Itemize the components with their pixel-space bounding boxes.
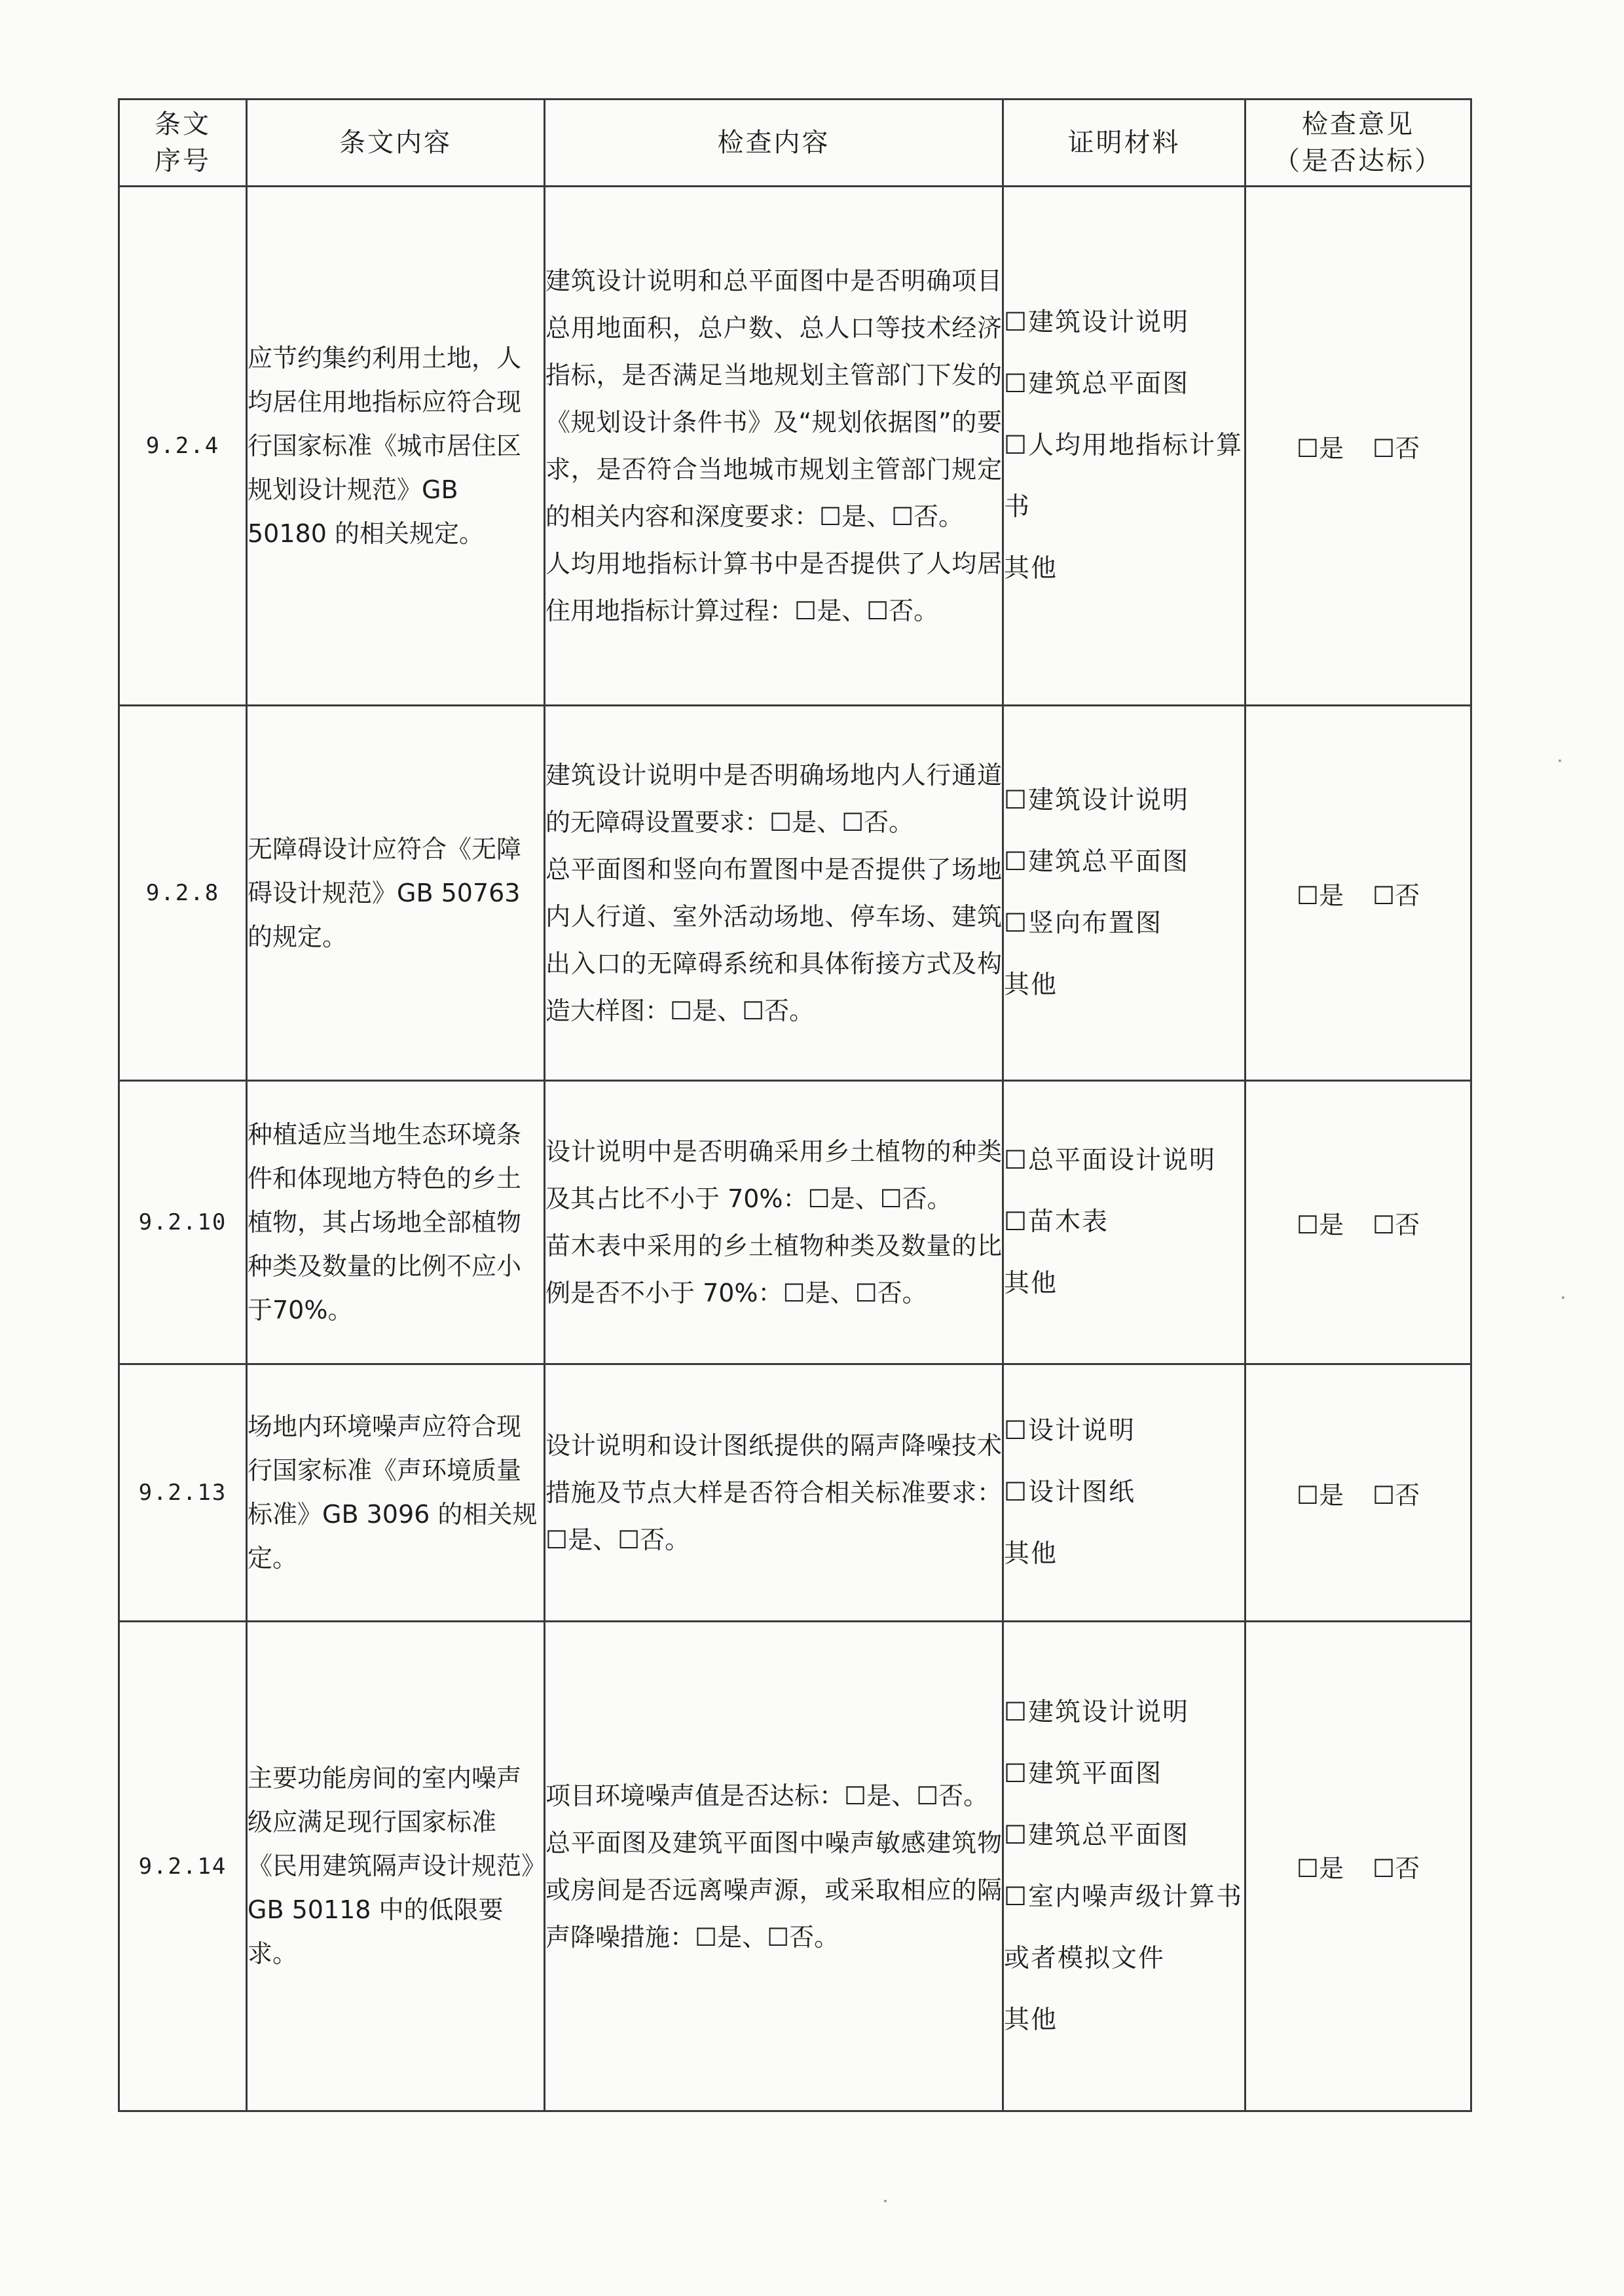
scan-speck: [1562, 1296, 1564, 1299]
proof-materials: [1003, 1364, 1246, 1622]
scan-speck: [1559, 759, 1561, 762]
checkbox-item[interactable]: ☐建筑总平面图: [1004, 1820, 1189, 1850]
header-check-content: 检查内容: [545, 100, 1003, 187]
proof-other: 其他: [1004, 1539, 1058, 1569]
table-row: [119, 706, 1471, 1081]
proof-materials: [1003, 187, 1246, 706]
checkbox-item[interactable]: ☐苗木表: [1004, 1207, 1109, 1237]
header-clause-number: 条文 序号: [119, 100, 247, 187]
yes-checkbox[interactable]: ☐是: [1296, 1480, 1344, 1510]
checkbox-item[interactable]: ☐建筑设计说明: [1004, 1697, 1189, 1727]
checkbox-item[interactable]: ☐设计图纸: [1004, 1478, 1135, 1507]
table-row: [119, 187, 1471, 706]
yes-checkbox[interactable]: ☐是: [1296, 433, 1344, 463]
clause-number: 9.2.10: [119, 1081, 247, 1364]
checkbox-item[interactable]: ☐建筑平面图: [1004, 1758, 1162, 1789]
header-proof-materials: 证明材料: [1003, 100, 1246, 187]
clause-number: 9.2.4: [119, 187, 247, 706]
yes-checkbox[interactable]: ☐是: [1296, 1210, 1344, 1239]
check-content: 项目环境噪声值是否达标：☐是、☐否。 总平面图及建筑平面图中噪声敏感建筑物或房间是否远离噪声源，或采取相应的隔声降噪措施：☐是、☐否。: [545, 1622, 1003, 2111]
header-check-opinion: 检查意见 （是否达标）: [1246, 100, 1471, 187]
proof-materials: [1003, 1622, 1246, 2111]
no-checkbox[interactable]: ☐否: [1373, 881, 1420, 910]
check-opinion: [1246, 1364, 1471, 1622]
no-checkbox[interactable]: ☐否: [1373, 1480, 1420, 1510]
checkbox-item[interactable]: ☐设计说明: [1004, 1416, 1135, 1446]
check-opinion: [1246, 1622, 1471, 2111]
proof-other: 其他: [1004, 1269, 1058, 1298]
clause-number: 9.2.8: [119, 706, 247, 1081]
check-content: 设计说明和设计图纸提供的隔声降噪技术措施及节点大样是否符合相关标准要求：☐是、☐否。: [545, 1364, 1003, 1622]
no-checkbox[interactable]: ☐否: [1373, 1854, 1420, 1883]
checkbox-item[interactable]: ☐人均用地指标计算书: [1004, 431, 1243, 522]
checkbox-item[interactable]: ☐竖向布置图: [1004, 909, 1162, 938]
checkbox-item[interactable]: ☐室内噪声级计算书或者模拟文件: [1004, 1882, 1243, 1973]
proof-other: 其他: [1004, 554, 1058, 583]
check-content: 建筑设计说明和总平面图中是否明确项目总用地面积，总户数、总人口等技术经济指标，是否满足当地规划主管部门下发的《规划设计条件书》及“规划依据图”的要求，是否符合当地城市规划主管部门规定的相关内容和深度要求：☐是、☐否。 人均用地指标计算书中是否提供了人均居住用地指标计算过程：☐是、☐否。: [545, 187, 1003, 706]
clause-number: 9.2.14: [119, 1622, 247, 2111]
table-row: [119, 1622, 1471, 2111]
table-row: [119, 1081, 1471, 1364]
clause-number: 9.2.13: [119, 1364, 247, 1622]
clause-text: 无障碍设计应符合《无障碍设计规范》GB 50763 的规定。: [247, 706, 545, 1081]
checkbox-item[interactable]: ☐建筑总平面图: [1004, 369, 1189, 399]
header-clause-content: 条文内容: [247, 100, 545, 187]
yes-checkbox[interactable]: ☐是: [1296, 1854, 1344, 1883]
table-row: [119, 1364, 1471, 1622]
proof-other: 其他: [1004, 970, 1058, 1000]
yes-checkbox[interactable]: ☐是: [1296, 881, 1344, 910]
clause-text: 种植适应当地生态环境条件和体现地方特色的乡土植物，其占场地全部植物种类及数量的比例不应小于70%。: [247, 1081, 545, 1364]
checkbox-item[interactable]: ☐建筑设计说明: [1004, 786, 1189, 815]
check-content: 建筑设计说明中是否明确场地内人行通道的无障碍设置要求：☐是、☐否。 总平面图和竖向布置图中是否提供了场地内人行道、室外活动场地、停车场、建筑出入口的无障碍系统和具体衔接方式及构造大样图：☐是、☐否。: [545, 706, 1003, 1081]
check-opinion: [1246, 1081, 1471, 1364]
clause-text: 场地内环境噪声应符合现行国家标准《声环境质量标准》GB 3096 的相关规定。: [247, 1364, 545, 1622]
inspection-checklist-table: [118, 98, 1472, 2112]
no-checkbox[interactable]: ☐否: [1373, 433, 1420, 463]
no-checkbox[interactable]: ☐否: [1373, 1210, 1420, 1239]
proof-materials: [1003, 1081, 1246, 1364]
checkbox-item[interactable]: ☐总平面设计说明: [1004, 1146, 1216, 1175]
header-row: [119, 100, 1471, 187]
check-opinion: [1246, 706, 1471, 1081]
clause-text: 应节约集约利用土地，人均居住用地指标应符合现行国家标准《城市居住区规划设计规范》GB 50180 的相关规定。: [247, 187, 545, 706]
proof-other: 其他: [1004, 2005, 1058, 2035]
checkbox-item[interactable]: ☐建筑总平面图: [1004, 847, 1189, 877]
check-opinion: [1246, 187, 1471, 706]
clause-text: 主要功能房间的室内噪声级应满足现行国家标准《民用建筑隔声设计规范》GB 50118 中的低限要求。: [247, 1622, 545, 2111]
proof-materials: [1003, 706, 1246, 1081]
check-content: 设计说明中是否明确采用乡土植物的种类及其占比不小于 70%：☐是、☐否。 苗木表中采用的乡土植物种类及数量的比例是否不小于 70%：☐是、☐否。: [545, 1081, 1003, 1364]
checkbox-item[interactable]: ☐建筑设计说明: [1004, 308, 1189, 337]
scan-speck: [884, 2200, 887, 2202]
